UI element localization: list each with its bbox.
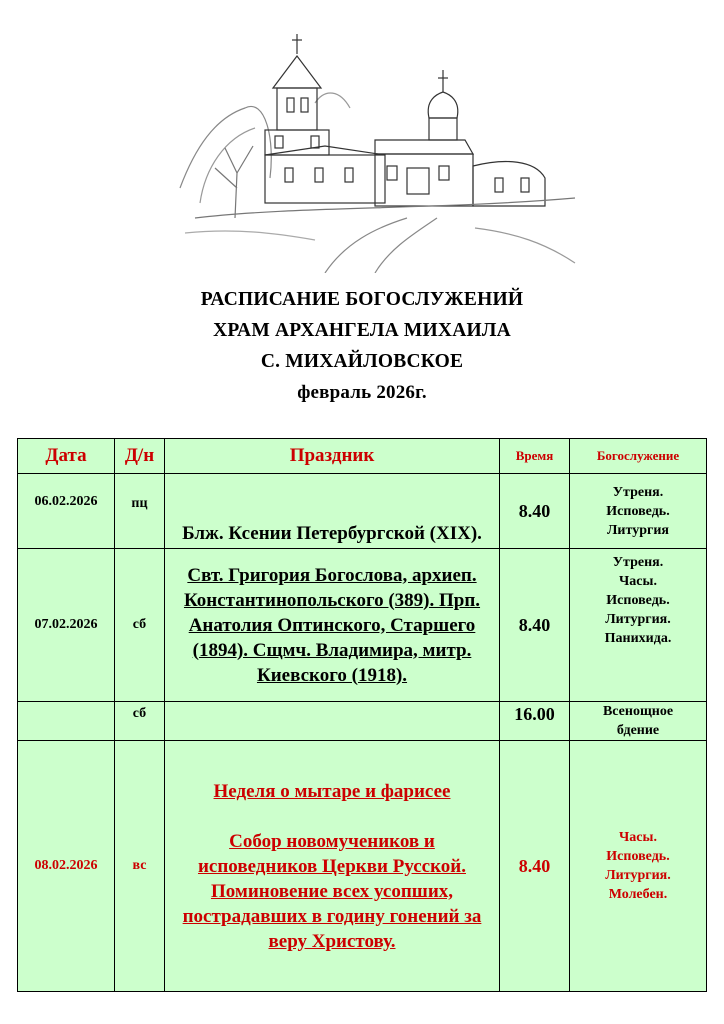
feast-text: Блж. Ксении Петербургской (XIX).: [182, 523, 482, 544]
header-date: Дата: [18, 439, 115, 474]
table-row: [18, 549, 707, 702]
title-line-1: РАСПИСАНИЕ БОГОСЛУЖЕНИЙ: [200, 289, 524, 310]
table-row: [18, 474, 707, 549]
service-line: Всенощное: [602, 704, 674, 719]
header-feast: Праздник: [165, 439, 500, 474]
header-service: Богослужение: [570, 439, 707, 474]
service-line: Литургия: [607, 522, 669, 538]
title-month: февраль 2026г.: [297, 382, 427, 403]
service-line: Утреня.: [612, 555, 664, 570]
row-dn: пц: [115, 474, 165, 549]
schedule-table: [17, 438, 707, 992]
row-time: 8.40: [500, 741, 570, 992]
service-line: Молебен.: [608, 887, 668, 902]
row-dn: сб: [115, 702, 165, 741]
row-date: 08.02.2026: [18, 741, 115, 992]
table-header-row: [18, 439, 707, 474]
row-feast: [165, 549, 500, 702]
row-time: 8.40: [500, 549, 570, 702]
row-dn: сб: [115, 549, 165, 702]
header-time: Время: [500, 439, 570, 474]
service-line: Литургия.: [605, 612, 671, 627]
table-row: [18, 702, 707, 741]
row-date: 06.02.2026: [18, 474, 115, 549]
row-service: [570, 474, 707, 549]
service-line: Литургия.: [605, 868, 671, 883]
title-line-2: ХРАМ АРХАНГЕЛА МИХАИЛА: [213, 320, 511, 341]
row-service: [570, 741, 707, 992]
service-line: Часы.: [619, 574, 657, 589]
service-line: Исповедь.: [606, 593, 670, 608]
row-feast: [165, 702, 500, 741]
church-sketch: [175, 28, 580, 273]
row-service: [570, 549, 707, 702]
feast-text: Собор новомучеников и исповедников Церкви Русской. Поминовение всех усопших, пострадавших в годину гонений за веру Христову.: [182, 830, 482, 952]
title-line-3: С. МИХАЙЛОВСКОЕ: [260, 351, 464, 372]
service-line: Исповедь.: [606, 503, 670, 519]
feast-text: Неделя о мытаре и фарисее: [213, 780, 451, 802]
service-line: Панихида.: [604, 631, 672, 646]
service-line: Часы.: [619, 830, 657, 845]
row-feast: [165, 741, 500, 992]
header-dn: Д/н: [115, 439, 165, 474]
service-line: Утреня.: [612, 484, 664, 500]
row-service: [570, 702, 707, 741]
row-time: 16.00: [500, 702, 570, 741]
feast-text: Свт. Григория Богослова, архиеп. Константинопольского (389). Прп. Анатолия Оптинского, Старшего (1894). Сщмч. Владимира, митр. Киевского (1918).: [183, 564, 481, 686]
title-block: [0, 284, 724, 408]
row-date: 07.02.2026: [18, 549, 115, 702]
row-dn: вс: [115, 741, 165, 992]
table-row: [18, 741, 707, 992]
service-line: Исповедь.: [606, 849, 670, 864]
row-time: 8.40: [500, 474, 570, 549]
row-date: [18, 702, 115, 741]
service-line: бдение: [616, 723, 660, 738]
row-feast: [165, 474, 500, 549]
